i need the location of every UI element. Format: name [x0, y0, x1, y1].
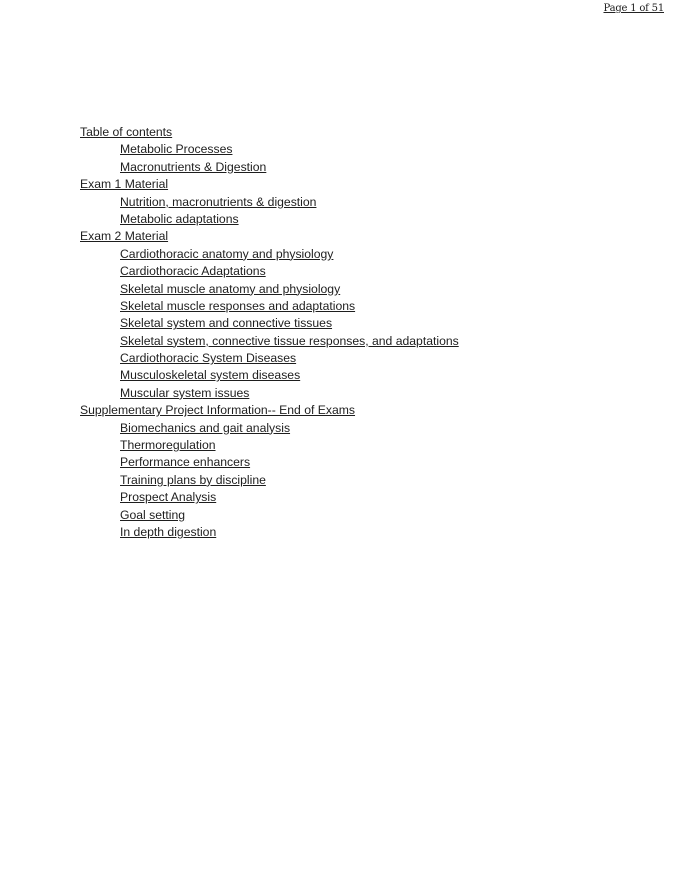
toc-link-muscular-system-issues[interactable]: Muscular system issues	[120, 385, 250, 400]
toc-link-prospect-analysis[interactable]: Prospect Analysis	[120, 490, 217, 505]
toc-entry	[80, 420, 459, 437]
toc-link-skeletal-muscle-anatomy[interactable]: Skeletal muscle anatomy and physiology	[120, 281, 341, 296]
toc-entry	[80, 281, 459, 298]
toc-link-exam-1-material[interactable]: Exam 1 Material	[80, 177, 169, 192]
toc-entry	[80, 246, 459, 263]
toc-entry	[80, 315, 459, 332]
toc-entry	[80, 298, 459, 315]
toc-entry	[80, 437, 459, 454]
toc-link-musculoskeletal-diseases[interactable]: Musculoskeletal system diseases	[120, 368, 301, 383]
toc-entry	[80, 333, 459, 350]
toc-entry	[80, 472, 459, 489]
toc-entry	[80, 489, 459, 506]
toc-link-cardiothoracic-diseases[interactable]: Cardiothoracic System Diseases	[120, 351, 297, 366]
toc-entry	[80, 385, 459, 402]
toc-entry	[80, 402, 459, 419]
toc-link-table-of-contents[interactable]: Table of contents	[80, 125, 173, 139]
toc-entry	[80, 194, 459, 211]
toc-entry	[80, 176, 459, 193]
toc-link-thermoregulation[interactable]: Thermoregulation	[120, 438, 216, 453]
toc-link-metabolic-processes[interactable]: Metabolic Processes	[120, 142, 233, 157]
toc-entry	[80, 367, 459, 384]
toc-link-skeletal-system-responses[interactable]: Skeletal system, connective tissue responses, and adaptations	[120, 333, 459, 348]
toc-link-biomechanics[interactable]: Biomechanics and gait analysis	[120, 420, 291, 435]
toc-link-supplementary-project[interactable]: Supplementary Project Information-- End of Exams	[80, 403, 356, 418]
toc-link-cardiothoracic-anatomy[interactable]: Cardiothoracic anatomy and physiology	[120, 246, 334, 261]
toc-entry	[80, 141, 459, 158]
toc-link-cardiothoracic-adaptations[interactable]: Cardiothoracic Adaptations	[120, 264, 266, 279]
toc-link-skeletal-muscle-responses[interactable]: Skeletal muscle responses and adaptations	[120, 298, 356, 313]
toc-entry	[80, 524, 459, 541]
toc-entry	[80, 228, 459, 245]
table-of-contents	[80, 124, 459, 541]
toc-entry	[80, 263, 459, 280]
toc-entry	[80, 454, 459, 471]
toc-entry	[80, 507, 459, 524]
toc-link-skeletal-system-connective[interactable]: Skeletal system and connective tissues	[120, 316, 333, 331]
toc-link-macronutrients-digestion[interactable]: Macronutrients & Digestion	[120, 159, 267, 174]
toc-entry	[80, 159, 459, 176]
toc-link-exam-2-material[interactable]: Exam 2 Material	[80, 229, 169, 244]
toc-link-nutrition[interactable]: Nutrition, macronutrients & digestion	[120, 194, 317, 209]
toc-link-in-depth-digestion[interactable]: In depth digestion	[120, 524, 217, 539]
toc-entry	[80, 211, 459, 228]
page-indicator: Page 1 of 51	[603, 3, 664, 14]
toc-link-metabolic-adaptations[interactable]: Metabolic adaptations	[120, 211, 239, 226]
toc-link-performance-enhancers[interactable]: Performance enhancers	[120, 455, 251, 470]
toc-link-training-plans[interactable]: Training plans by discipline	[120, 472, 266, 487]
toc-entry	[80, 124, 459, 141]
toc-entry	[80, 350, 459, 367]
toc-link-goal-setting[interactable]: Goal setting	[120, 507, 186, 522]
